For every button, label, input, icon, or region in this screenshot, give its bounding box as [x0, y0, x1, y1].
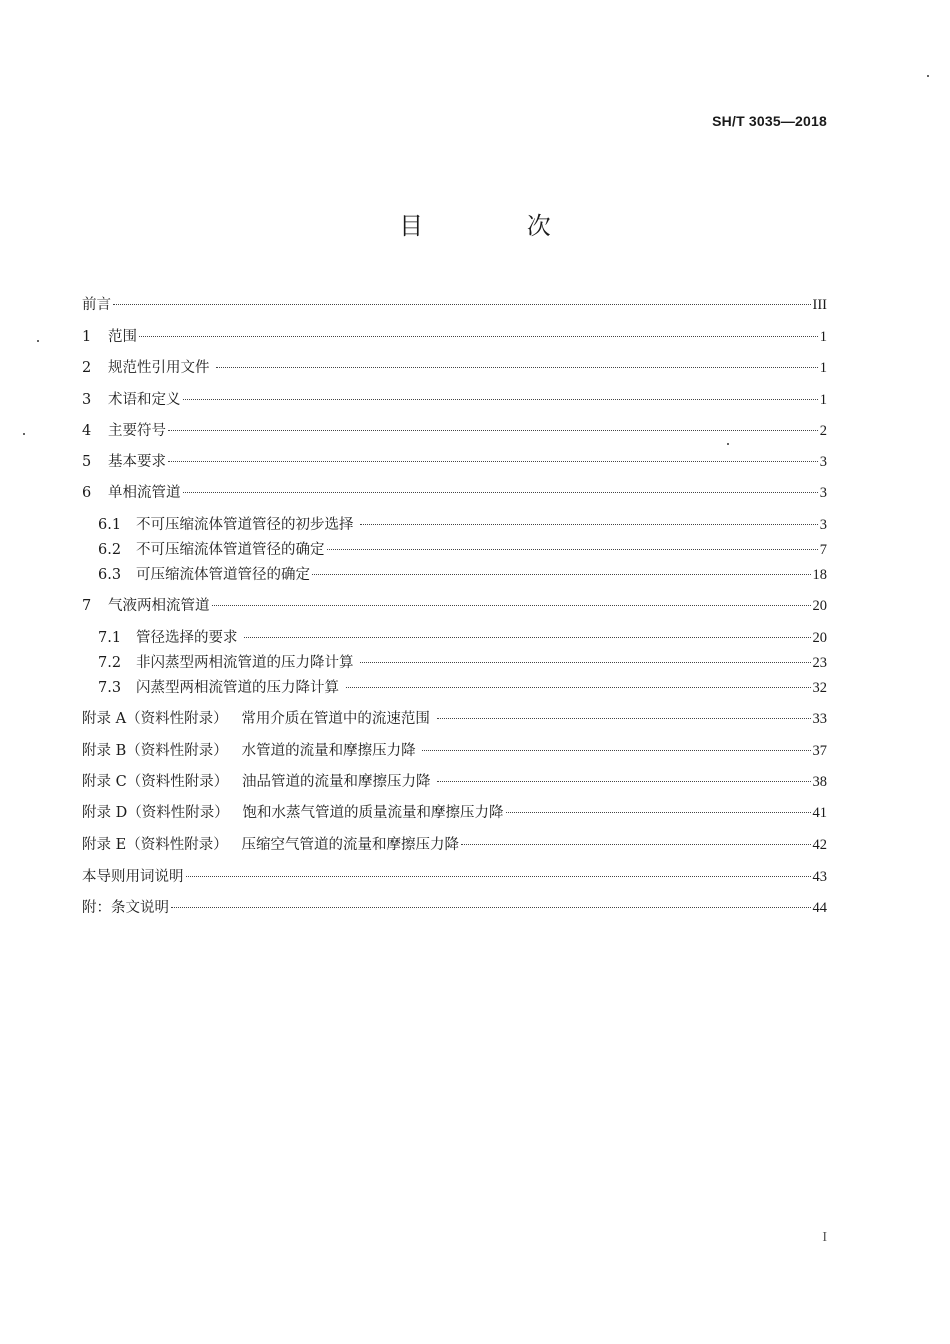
toc-label: 规范性引用文件	[108, 360, 215, 376]
table-of-contents	[82, 0, 827, 1344]
toc-label: 附录 E（资料性附录） 压缩空气管道的流量和摩擦压力降	[82, 837, 460, 853]
toc-entry	[82, 483, 827, 503]
toc-number: 2	[82, 360, 92, 376]
toc-label: 气液两相流管道	[108, 598, 210, 614]
toc-leader	[360, 662, 810, 663]
toc-label: 范围	[108, 329, 137, 345]
toc-label: 不可压缩流体管道管径的确定	[136, 542, 325, 558]
toc-leader	[346, 687, 811, 688]
toc-leader	[461, 844, 810, 845]
toc-entry	[98, 678, 827, 698]
toc-entry	[98, 628, 827, 648]
toc-leader	[183, 399, 818, 400]
toc-page: 32	[812, 680, 827, 696]
toc-leader	[244, 637, 810, 638]
toc-label: 基本要求	[108, 454, 166, 470]
toc-page: 18	[812, 567, 827, 583]
toc-entry	[82, 741, 827, 761]
scan-speck	[927, 75, 929, 77]
toc-label: 附录 C（资料性附录） 油品管道的流量和摩擦压力降	[82, 774, 436, 790]
toc-label: 不可压缩流体管道管径的初步选择	[136, 517, 359, 533]
scan-speck	[727, 443, 729, 445]
toc-entry	[98, 653, 827, 673]
toc-leader	[113, 304, 811, 305]
toc-leader	[212, 605, 811, 606]
toc-entry	[82, 421, 827, 441]
toc-number: 3	[82, 392, 92, 408]
toc-label: 管径选择的要求	[136, 630, 243, 646]
toc-label: 主要符号	[108, 423, 166, 439]
toc-entry	[98, 540, 827, 560]
toc-number: 7.3	[98, 680, 122, 696]
toc-leader	[183, 492, 818, 493]
toc-number: 5	[82, 454, 92, 470]
toc-entry	[82, 327, 827, 347]
page-number: I	[822, 1230, 827, 1245]
toc-page: 2	[819, 423, 827, 439]
toc-label: 附录 B（资料性附录） 水管道的流量和摩擦压力降	[82, 743, 421, 759]
toc-page: 37	[812, 743, 827, 759]
toc-label: 单相流管道	[108, 485, 181, 501]
toc-leader	[437, 718, 811, 719]
toc-page: 20	[812, 630, 827, 646]
toc-label: 非闪蒸型两相流管道的压力降计算	[136, 655, 359, 671]
toc-entry	[98, 565, 827, 585]
scan-speck	[37, 340, 39, 342]
toc-entry	[82, 295, 827, 315]
toc-number: 6.1	[98, 517, 122, 533]
toc-entry	[82, 867, 827, 887]
toc-leader	[360, 524, 818, 525]
toc-label: 本导则用词说明	[82, 869, 184, 885]
toc-entry	[82, 835, 827, 855]
toc-number: 6.3	[98, 567, 122, 583]
toc-label: 闪蒸型两相流管道的压力降计算	[136, 680, 344, 696]
toc-label: 前言	[82, 297, 111, 313]
toc-page: 41	[812, 805, 827, 821]
toc-label: 术语和定义	[108, 392, 181, 408]
toc-page: 7	[819, 542, 827, 558]
toc-entry	[82, 772, 827, 792]
toc-entry	[82, 596, 827, 616]
toc-leader	[422, 750, 810, 751]
toc-page: 1	[819, 329, 827, 345]
toc-leader	[216, 367, 818, 368]
toc-entry	[82, 709, 827, 729]
toc-page: 1	[819, 360, 827, 376]
standard-code: SH/T 3035—2018	[712, 113, 827, 129]
toc-page: 3	[819, 485, 827, 501]
toc-label: 附录 D（资料性附录） 饱和水蒸气管道的质量流量和摩擦压力降	[82, 805, 504, 821]
toc-number: 7	[82, 598, 92, 614]
toc-page: 1	[819, 392, 827, 408]
toc-entry	[82, 452, 827, 472]
toc-number: 6	[82, 485, 92, 501]
toc-page: 3	[819, 517, 827, 533]
toc-number: 4	[82, 423, 92, 439]
toc-page: 44	[812, 900, 827, 916]
toc-page: 23	[812, 655, 827, 671]
toc-leader	[168, 461, 818, 462]
toc-leader	[171, 907, 811, 908]
toc-page: 42	[812, 837, 827, 853]
toc-number: 1	[82, 329, 92, 345]
toc-page: 38	[812, 774, 827, 790]
toc-leader	[506, 812, 811, 813]
toc-leader	[327, 549, 818, 550]
toc-leader	[186, 876, 811, 877]
toc-page: 3	[819, 454, 827, 470]
page-title: 目 次	[399, 212, 599, 240]
toc-label: 附：条文说明	[82, 900, 169, 916]
toc-page: 20	[812, 598, 827, 614]
toc-entry	[82, 390, 827, 410]
toc-leader	[168, 430, 818, 431]
toc-entry	[82, 898, 827, 918]
toc-entry	[82, 358, 827, 378]
toc-page: 43	[812, 869, 827, 885]
toc-entry	[98, 515, 827, 535]
toc-label: 可压缩流体管道管径的确定	[136, 567, 310, 583]
toc-number: 6.2	[98, 542, 122, 558]
toc-number: 7.2	[98, 655, 122, 671]
scan-speck	[23, 433, 25, 435]
toc-leader	[437, 781, 810, 782]
toc-label: 附录 A（资料性附录） 常用介质在管道中的流速范围	[82, 711, 435, 727]
toc-leader	[139, 336, 818, 337]
toc-page: III	[812, 297, 827, 313]
toc-page: 33	[812, 711, 827, 727]
toc-leader	[312, 574, 811, 575]
toc-entry	[82, 803, 827, 823]
toc-number: 7.1	[98, 630, 122, 646]
